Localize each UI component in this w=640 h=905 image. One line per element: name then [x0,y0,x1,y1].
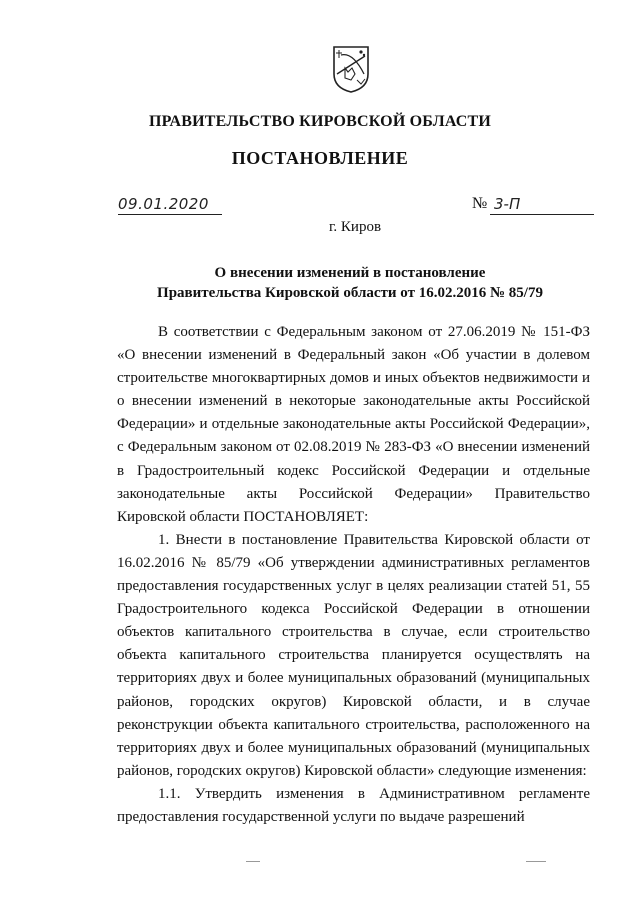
city: г. Киров [328,219,382,235]
item-1-paragraph: 1. Внести в постановление Правительства Кировской области от 16.02.2016 № 85/79 «Об утверждении административных регламентов предоставления государственных услуг в целях реализации статей 51, 55 Градостроительного кодекса Российской Федерации в отношении объектов капитального строительства в случае, если строительство объекта капитального строительства планируется осуществлять на территориях двух и более муниципальных образований (муниципальных районов, городских округов) Кировской области, и в случае реконструкции объекта капитального строительства, расположенного на территориях двух и более муниципальных образований (муниципальных районов, городских округов) Кировской области» следующие изменения: [117,531,590,779]
coat-of-arms-icon [331,44,371,94]
scan-mark [526,861,546,862]
scan-mark [246,861,260,862]
number-label: № [472,195,488,212]
preamble-paragraph: В соответствии с Федеральным законом от 27.06.2019 № 151-ФЗ «О внесении изменений в Федеральный закон «Об участии в долевом строительстве многоквартирных домов и иных объектов недвижимости и о внесении изменений в некоторые законодательные акты Российской Федерации» и отдельные законодательные акты Российской Федерации», с Федеральным законом от 02.08.2019 № 283-ФЗ «О внесении изменений в Градостроительный кодекс Российской Федерации и отдельные законодательные акты Российской Федерации» Правительство Кировской области ПОСТАНОВЛЯЕТ: [117,324,590,525]
document-subject [0,263,640,303]
subject-line-1: О внесении изменений в постановление [214,265,486,281]
document-body [117,321,590,829]
document-date: 09.01.2020 [118,195,222,215]
document-type-title: ПОСТАНОВЛЕНИЕ [231,148,409,168]
document-number: 3-П [490,195,594,215]
government-title: ПРАВИТЕЛЬСТВО КИРОВСКОЙ ОБЛАСТИ [148,113,492,130]
item-1-1-paragraph: 1.1. Утвердить изменения в Административном регламенте предоставления государственной услуги по выдаче разрешений [117,785,590,825]
subject-line-2: Правительства Кировской области от 16.02.2016 № 85/79 [157,285,543,301]
